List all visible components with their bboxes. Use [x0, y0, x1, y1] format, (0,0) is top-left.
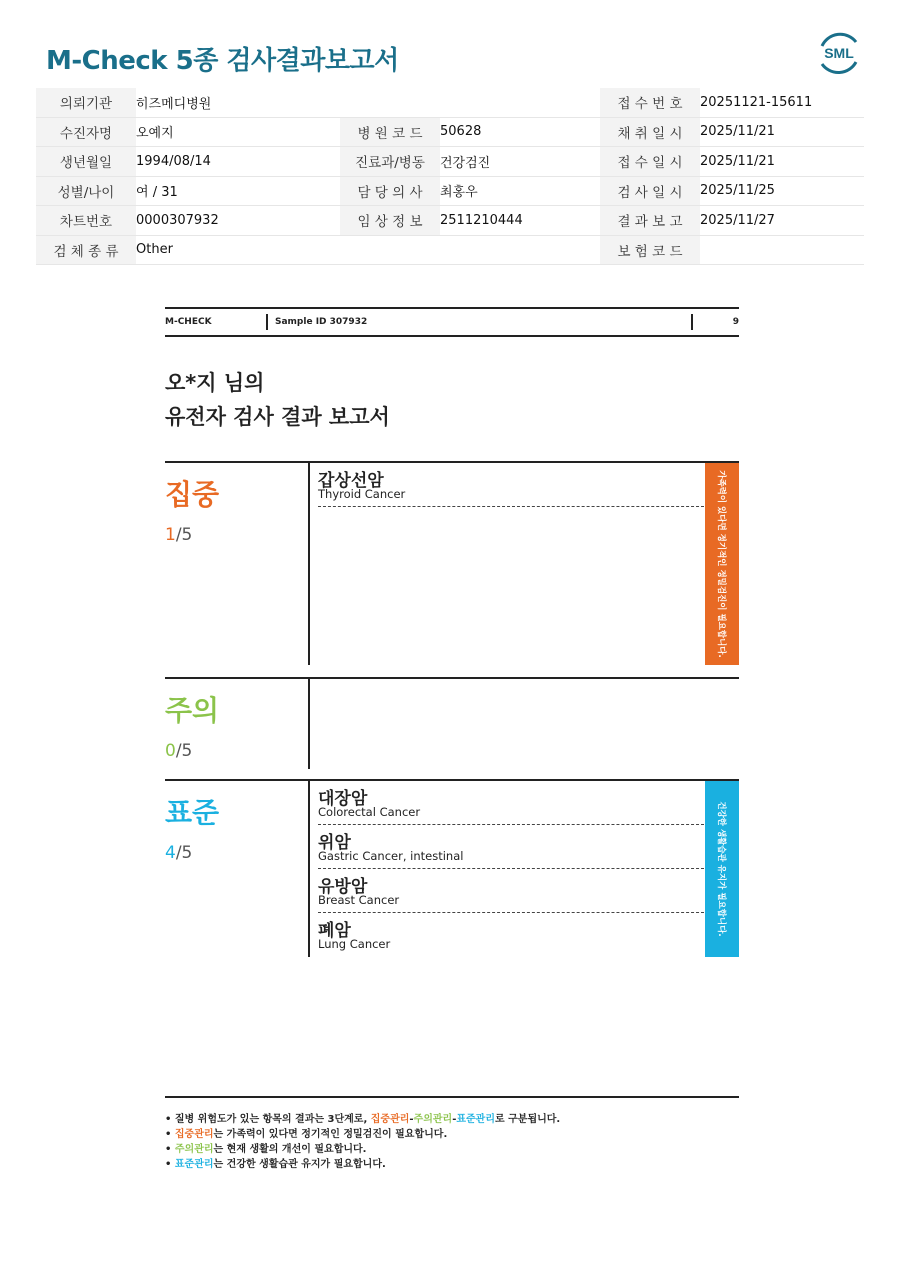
- section-label: [165, 781, 310, 957]
- info-label: 차트번호: [36, 206, 136, 236]
- section-label: [165, 679, 310, 769]
- section-label: [165, 463, 310, 665]
- collect-date-value: 2025/11/21: [700, 117, 864, 147]
- clinical-value: 2511210444: [440, 206, 600, 236]
- page-number: 9: [732, 317, 739, 327]
- divider: [165, 1096, 739, 1098]
- info-label: 보 험 코 드: [600, 235, 700, 265]
- divider: [266, 314, 268, 330]
- sex-age-value: 여 / 31: [136, 176, 340, 206]
- item-ko: 대장암: [318, 789, 368, 809]
- table-row: [36, 235, 864, 265]
- info-label: 접 수 번 호: [600, 88, 700, 117]
- test-date-value: 2025/11/25: [700, 176, 864, 206]
- side-bar-text: 가족력이 있다면 정기적인 정밀검진이 필요합니다.: [716, 470, 726, 658]
- section-title: 표준: [165, 796, 220, 829]
- item-ko: 폐암: [318, 921, 351, 941]
- report-header-bar: [165, 307, 739, 337]
- brand-label: M-CHECK: [165, 317, 212, 327]
- item-en: Thyroid Cancer: [318, 487, 406, 501]
- item-en: Breast Cancer: [318, 893, 400, 907]
- hospital-code-value: 50628: [440, 117, 600, 147]
- table-row: [36, 206, 864, 236]
- standard-side-bar: [705, 781, 739, 957]
- table-row: [36, 176, 864, 206]
- patient-value: 오예지: [136, 117, 340, 147]
- info-label: 진료과/병동: [340, 147, 440, 177]
- info-label: 결 과 보 고: [600, 206, 700, 236]
- side-bar-text: 건강한 생활습관 유지가 필요합니다.: [716, 801, 726, 937]
- list-item: [318, 913, 704, 956]
- section-title: 집중: [165, 478, 220, 511]
- specimen-value: Other: [136, 235, 600, 265]
- greeting-line: 유전자 검사 결과 보고서: [165, 405, 390, 429]
- item-ko: 갑상선암: [318, 471, 384, 491]
- logo-text: SML: [824, 45, 854, 61]
- info-label: 채 취 일 시: [600, 117, 700, 147]
- divider: [691, 314, 693, 330]
- item-ko: 유방암: [318, 877, 368, 897]
- note-line: • 표준관리는 건강한 생활습관 유지가 필요합니다.: [165, 1159, 386, 1170]
- note-line: • 주의관리는 현재 생활의 개선이 필요합니다.: [165, 1144, 367, 1155]
- item-list: [318, 781, 704, 956]
- section-count: 0/5: [165, 741, 193, 761]
- receipt-no-value: 20251121-15611: [700, 88, 864, 117]
- item-ko: 위암: [318, 833, 351, 853]
- page-title: M-Check 5종 검사결과보고서: [46, 46, 399, 76]
- info-label: 성별/나이: [36, 176, 136, 206]
- caution-section: [165, 677, 739, 769]
- list-item: [318, 463, 704, 507]
- report-greeting: [165, 366, 390, 434]
- info-label: 임 상 정 보: [340, 206, 440, 236]
- focus-section: [165, 461, 739, 665]
- report-date-value: 2025/11/27: [700, 206, 864, 236]
- standard-section: [165, 779, 739, 957]
- info-label: 수진자명: [36, 117, 136, 147]
- info-label: 담 당 의 사: [340, 176, 440, 206]
- legend-notes: [165, 1112, 560, 1172]
- request-org-value: 히즈메디병원: [136, 88, 600, 117]
- list-item: [318, 781, 704, 825]
- chart-no-value: 0000307932: [136, 206, 340, 236]
- table-row: [36, 147, 864, 177]
- info-label: 검 사 일 시: [600, 176, 700, 206]
- insurance-value: [700, 235, 864, 265]
- greeting-line: 오*지 님의: [165, 371, 265, 395]
- table-row: [36, 117, 864, 147]
- section-count: 1/5: [165, 525, 193, 545]
- info-label: 접 수 일 시: [600, 147, 700, 177]
- item-list: [318, 463, 704, 507]
- note-line: • 질병 위험도가 있는 항목의 결과는 3단계로, 집중관리-주의관리-표준관리로 구분됩니다.: [165, 1114, 561, 1125]
- section-count: 4/5: [165, 843, 193, 863]
- item-en: Lung Cancer: [318, 937, 391, 951]
- dept-value: 건강검진: [440, 147, 600, 177]
- sample-id: Sample ID 307932: [275, 317, 368, 327]
- info-label: 의뢰기관: [36, 88, 136, 117]
- doctor-value: 최홍우: [440, 176, 600, 206]
- list-item: [318, 825, 704, 869]
- info-label: 검 체 종 류: [36, 235, 136, 265]
- birth-value: 1994/08/14: [136, 147, 340, 177]
- item-en: Colorectal Cancer: [318, 805, 421, 819]
- list-item: [318, 869, 704, 913]
- note-line: • 집중관리는 가족력이 있다면 정기적인 정밀검진이 필요합니다.: [165, 1129, 448, 1140]
- item-en: Gastric Cancer, intestinal: [318, 849, 464, 863]
- info-label: 병 원 코 드: [340, 117, 440, 147]
- info-label: 생년월일: [36, 147, 136, 177]
- focus-side-bar: [705, 463, 739, 665]
- section-title: 주의: [165, 694, 220, 727]
- patient-info-table: [36, 88, 864, 265]
- receipt-date-value: 2025/11/21: [700, 147, 864, 177]
- table-row: [36, 88, 864, 117]
- sml-logo: [814, 28, 864, 78]
